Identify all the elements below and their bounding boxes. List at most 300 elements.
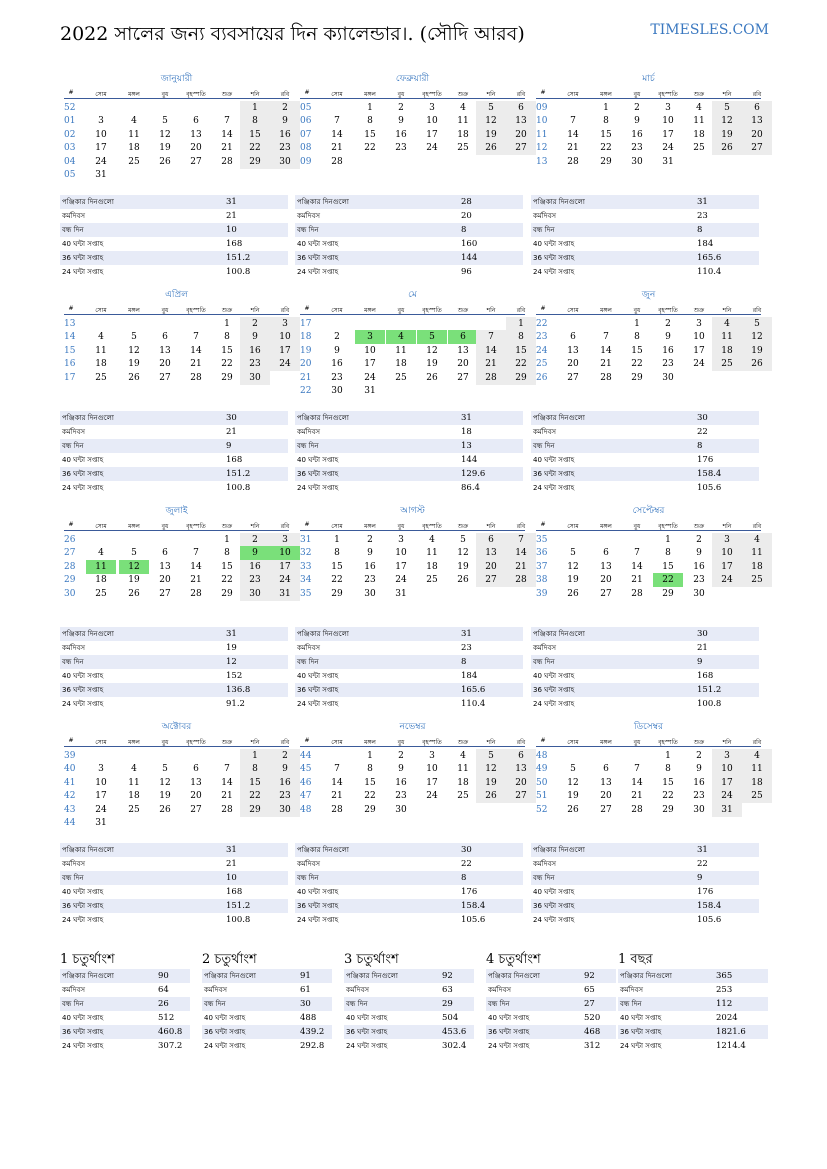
- weekday-label: মঙ্গল: [364, 739, 376, 746]
- day-cell: 8: [367, 116, 373, 127]
- day-cell: 5: [476, 749, 506, 763]
- stat-label: পঞ্জিকার দিনগুলো: [533, 414, 585, 422]
- weekday-label: মঙ্গল: [128, 523, 140, 530]
- week-number: 51: [536, 791, 548, 802]
- day-cell: 23: [270, 789, 300, 803]
- day-cell: 14: [567, 129, 579, 140]
- day-cell: [591, 317, 621, 331]
- stat-row: [202, 1025, 332, 1039]
- day-cell: 5: [417, 330, 447, 344]
- day-cell: 28: [221, 804, 233, 815]
- day-cell: 13: [567, 345, 579, 356]
- stat-value: 453.6: [442, 1027, 467, 1037]
- day-cell: 27: [457, 372, 469, 383]
- stat-value: 168: [226, 455, 243, 465]
- weekday-label: শনি: [250, 307, 260, 314]
- day-cell: 19: [476, 776, 506, 790]
- stat-label: পঞ্জিকার দিনগুলো: [297, 198, 349, 206]
- weekday-label: বৃহস্পতি: [658, 307, 678, 314]
- stat-value: 90: [158, 971, 169, 981]
- day-cell: 19: [712, 128, 742, 142]
- stat-label: 24 ঘন্টা সপ্তাহ: [533, 916, 575, 924]
- stat-value: 29: [442, 999, 453, 1009]
- stat-label: 36 ঘন্টা সপ্তাহ: [620, 1028, 662, 1036]
- day-cell: [270, 816, 300, 830]
- week-number: 19: [300, 345, 312, 356]
- day-cell: 3: [712, 533, 742, 547]
- weekday-label: #: [540, 89, 546, 96]
- month-calendar: [536, 288, 761, 411]
- week-number: 08: [300, 143, 312, 154]
- weekday-label: #: [540, 305, 546, 312]
- week-number: 44: [300, 751, 312, 761]
- stat-row: [486, 983, 616, 997]
- stat-row: [344, 983, 474, 997]
- day-cell: 24: [426, 791, 438, 802]
- stat-value: 30: [226, 413, 237, 423]
- day-cell: [742, 371, 772, 385]
- day-cell: 24: [426, 143, 438, 154]
- weekday-label: রবি: [752, 523, 762, 530]
- day-cell: [417, 803, 447, 817]
- week-number: 16: [64, 359, 76, 370]
- day-cell: 8: [224, 332, 230, 343]
- stat-label: কর্মদিবস: [488, 986, 511, 994]
- day-cell: [558, 533, 588, 547]
- weekday-label: #: [304, 305, 310, 312]
- stat-row: [531, 265, 759, 279]
- day-cell: 19: [457, 561, 469, 572]
- stat-label: বন্ধ দিন: [297, 658, 319, 666]
- day-cell: 17: [426, 129, 438, 140]
- quarter-title: 3 চতুর্থাংশ: [344, 952, 399, 967]
- month-calendar: [64, 288, 289, 411]
- stat-value: 92: [442, 971, 453, 981]
- day-cell: 29: [364, 804, 376, 815]
- stat-row: [295, 209, 523, 223]
- weekday-label: বুধ: [633, 307, 641, 314]
- day-cell: 19: [128, 575, 140, 586]
- stat-value: 12: [226, 657, 237, 667]
- stat-value: 151.2: [226, 253, 251, 263]
- day-cell: 24: [270, 573, 300, 587]
- stat-value: 488: [300, 1013, 317, 1023]
- day-cell: [150, 168, 180, 182]
- stat-row: [486, 1011, 616, 1025]
- week-number: 40: [64, 764, 76, 775]
- day-cell: 31: [95, 170, 107, 180]
- stat-row: [531, 237, 759, 251]
- weekday-label: সোম: [331, 307, 343, 314]
- day-cell: 3: [398, 535, 404, 545]
- stat-value: 365: [716, 971, 733, 981]
- day-cell: 23: [331, 372, 343, 383]
- day-cell: 8: [367, 764, 373, 775]
- day-cell: 28: [631, 588, 643, 599]
- stat-row: [531, 913, 759, 927]
- stat-row: [60, 195, 288, 209]
- week-number: 02: [64, 129, 76, 140]
- weekday-label: রবি: [516, 523, 526, 530]
- day-cell: 3: [696, 319, 702, 329]
- day-cell: 14: [506, 546, 536, 560]
- stat-value: 31: [461, 629, 472, 639]
- day-cell: 15: [662, 561, 674, 572]
- stat-label: পঞ্জিকার দিনগুলো: [533, 198, 585, 206]
- day-cell: 14: [221, 777, 233, 788]
- stat-value: 168: [226, 887, 243, 897]
- stat-row: [295, 669, 523, 683]
- stat-value: 302.4: [442, 1041, 467, 1051]
- stat-label: 36 ঘন্টা সপ্তাহ: [297, 902, 339, 910]
- day-cell: 1: [334, 535, 340, 545]
- stat-label: 36 ঘন্টা সপ্তাহ: [488, 1028, 530, 1036]
- month-calendar: [300, 72, 525, 195]
- week-number: 17: [300, 319, 312, 329]
- stat-label: 24 ঘন্টা সপ্তাহ: [346, 1042, 388, 1050]
- stat-label: 36 ঘন্টা সপ্তাহ: [297, 254, 339, 262]
- day-cell: 11: [128, 777, 140, 788]
- stat-label: 24 ঘন্টা সপ্তাহ: [62, 268, 104, 276]
- day-cell: [181, 317, 211, 331]
- weekday-label: মঙ্গল: [364, 307, 376, 314]
- day-cell: 18: [457, 777, 469, 788]
- day-cell: 14: [631, 561, 643, 572]
- day-cell: 18: [712, 344, 742, 358]
- day-cell: 29: [662, 804, 674, 815]
- stat-label: পঞ্জিকার দিনগুলো: [533, 846, 585, 854]
- stat-row: [486, 1039, 616, 1053]
- day-cell: 19: [159, 791, 171, 802]
- stat-label: 24 ঘন্টা সপ্তাহ: [297, 484, 339, 492]
- weekday-label: বৃহস্পতি: [422, 523, 442, 530]
- stat-value: 312: [584, 1041, 601, 1051]
- stat-label: 36 ঘন্টা সপ্তাহ: [297, 686, 339, 694]
- week-number: 34: [300, 575, 312, 586]
- day-cell: 21: [476, 357, 506, 371]
- day-cell: 28: [600, 372, 612, 383]
- stat-value: 21: [226, 859, 237, 869]
- stat-value: 100.8: [697, 699, 722, 709]
- stat-label: বন্ধ দিন: [297, 442, 319, 450]
- day-cell: [355, 317, 385, 331]
- stat-label: 24 ঘন্টা সপ্তাহ: [533, 268, 575, 276]
- day-cell: 18: [457, 129, 469, 140]
- day-cell: 8: [240, 762, 270, 776]
- week-number: 15: [64, 345, 76, 356]
- day-cell: 21: [331, 791, 343, 802]
- stat-label: বন্ধ দিন: [62, 658, 84, 666]
- weekday-label: বৃহস্পতি: [422, 739, 442, 746]
- day-cell: 20: [476, 560, 506, 574]
- month-stats: [531, 411, 759, 495]
- day-cell: 1: [224, 535, 230, 545]
- week-number: 50: [536, 777, 548, 788]
- day-cell: [712, 155, 742, 169]
- day-cell: 1: [224, 319, 230, 329]
- day-cell: 15: [506, 344, 536, 358]
- stat-value: 31: [697, 845, 708, 855]
- stat-value: 92: [584, 971, 595, 981]
- week-number: 37: [536, 561, 548, 572]
- stat-label: 40 ঘন্টা সপ্তাহ: [62, 1014, 104, 1022]
- stat-value: 168: [697, 671, 714, 681]
- day-grid: [300, 531, 525, 627]
- day-cell: 2: [665, 319, 671, 329]
- day-cell: 31: [395, 588, 407, 599]
- stat-label: বন্ধ দিন: [62, 226, 84, 234]
- day-cell: 25: [95, 372, 107, 383]
- week-number: 24: [536, 345, 548, 356]
- month-stats: [531, 627, 759, 711]
- week-number: 05: [64, 170, 76, 180]
- stat-label: 40 ঘন্টা সপ্তাহ: [297, 672, 339, 680]
- day-cell: 16: [270, 128, 300, 142]
- day-cell: 18: [742, 776, 772, 790]
- day-cell: 6: [742, 101, 772, 115]
- day-cell: 23: [631, 143, 643, 154]
- quarter-stats: [60, 969, 190, 1053]
- weekday-label: সোম: [567, 91, 579, 98]
- day-cell: 17: [270, 344, 300, 358]
- week-number: 42: [64, 791, 76, 802]
- stat-value: 439.2: [300, 1027, 325, 1037]
- quarter-title: 1 চতুর্থাংশ: [60, 952, 115, 967]
- weekday-label: রবি: [280, 91, 290, 98]
- day-cell: [322, 317, 352, 331]
- stat-label: কর্মদিবস: [533, 644, 556, 652]
- day-cell: 31: [270, 587, 300, 601]
- week-number: 01: [64, 116, 76, 127]
- day-cell: 19: [159, 143, 171, 154]
- day-cell: 14: [476, 344, 506, 358]
- stat-value: 96: [461, 267, 472, 277]
- weekday-label: শনি: [250, 739, 260, 746]
- weekday-label: শনি: [486, 739, 496, 746]
- quarter-title: 1 বছর: [618, 952, 653, 967]
- day-cell: 10: [712, 762, 742, 776]
- day-cell: 15: [364, 129, 376, 140]
- stat-label: 36 ঘন্টা সপ্তাহ: [533, 686, 575, 694]
- stat-value: 158.4: [697, 469, 722, 479]
- day-cell: 6: [193, 116, 199, 127]
- stat-value: 184: [461, 671, 478, 681]
- month-calendar: [300, 720, 525, 843]
- day-cell: 14: [190, 345, 202, 356]
- stat-value: 184: [697, 239, 714, 249]
- day-cell: 2: [334, 332, 340, 343]
- day-cell: 15: [631, 345, 643, 356]
- day-cell: [181, 101, 211, 115]
- weekday-label: বৃহস্পতি: [186, 523, 206, 530]
- day-cell: 5: [162, 764, 168, 775]
- weekday-label: শনি: [486, 523, 496, 530]
- stat-row: [618, 1039, 768, 1053]
- day-cell: 6: [162, 548, 168, 559]
- day-cell: 12: [476, 114, 506, 128]
- stat-label: কর্মদিবস: [346, 986, 369, 994]
- day-cell: [476, 155, 506, 169]
- day-cell: 15: [221, 561, 233, 572]
- week-number: 12: [536, 143, 548, 154]
- day-cell: [506, 384, 536, 398]
- stat-label: কর্মদিবস: [297, 860, 320, 868]
- day-cell: 22: [600, 143, 612, 154]
- month-stats: [60, 411, 288, 495]
- stat-label: বন্ধ দিন: [62, 1000, 84, 1008]
- day-cell: 13: [476, 546, 506, 560]
- day-cell: 22: [240, 789, 270, 803]
- weekday-label: শনি: [250, 523, 260, 530]
- day-cell: 4: [131, 764, 137, 775]
- day-cell: 20: [159, 575, 171, 586]
- day-cell: 31: [662, 156, 674, 167]
- day-cell: 8: [603, 116, 609, 127]
- day-cell: 16: [240, 344, 270, 358]
- stat-value: 152: [226, 671, 243, 681]
- stat-value: 8: [697, 225, 703, 235]
- day-cell: [240, 168, 270, 182]
- day-cell: 7: [506, 533, 536, 547]
- weekday-label: শনি: [250, 91, 260, 98]
- day-cell: 30: [331, 386, 343, 396]
- day-cell: 21: [190, 359, 202, 370]
- day-cell: 26: [159, 156, 171, 167]
- day-cell: 13: [742, 114, 772, 128]
- day-cell: 15: [331, 561, 343, 572]
- stat-label: 24 ঘন্টা সপ্তাহ: [204, 1042, 246, 1050]
- stat-value: 105.6: [461, 915, 486, 925]
- week-number: 39: [536, 588, 548, 599]
- stat-row: [60, 265, 288, 279]
- day-cell: 25: [128, 156, 140, 167]
- day-cell: 3: [270, 533, 300, 547]
- day-cell: 9: [696, 764, 702, 775]
- week-number: 28: [64, 561, 76, 572]
- stat-value: 23: [697, 211, 708, 221]
- page-title: 2022 সালের জন্য ব্যবসায়ের দিন ক্যালেন্ডার।. (সৌদি আরব): [60, 23, 525, 45]
- week-number: 48: [300, 804, 312, 815]
- weekday-label: শুক্র: [693, 523, 705, 530]
- day-cell: 2: [696, 535, 702, 545]
- day-cell: 8: [506, 330, 536, 344]
- day-cell: 27: [159, 588, 171, 599]
- day-cell: 13: [506, 114, 536, 128]
- day-cell: 26: [567, 804, 579, 815]
- weekday-label: #: [304, 521, 310, 528]
- week-number: 35: [300, 588, 312, 599]
- day-cell: 21: [567, 143, 579, 154]
- day-cell: 24: [712, 573, 742, 587]
- day-cell: 7: [634, 548, 640, 559]
- weekday-label: সোম: [331, 523, 343, 530]
- day-cell: 30: [364, 588, 376, 599]
- day-cell: 30: [270, 155, 300, 169]
- stat-value: 8: [461, 873, 467, 883]
- day-cell: [150, 749, 180, 763]
- day-cell: 19: [426, 359, 438, 370]
- weekday-label: সোম: [567, 523, 579, 530]
- day-cell: 17: [662, 129, 674, 140]
- day-grid: [536, 99, 761, 195]
- stat-value: 512: [158, 1013, 175, 1023]
- day-cell: 19: [567, 575, 579, 586]
- stat-label: বন্ধ দিন: [533, 658, 555, 666]
- stat-label: 40 ঘন্টা সপ্তাহ: [533, 240, 575, 248]
- stat-value: 22: [697, 427, 708, 437]
- weekday-label: বৃহস্পতি: [658, 523, 678, 530]
- month-calendar: [300, 504, 525, 627]
- weekday-label: মঙ্গল: [128, 91, 140, 98]
- day-cell: 25: [742, 789, 772, 803]
- weekday-label: বুধ: [161, 523, 169, 530]
- day-cell: 6: [162, 332, 168, 343]
- stat-value: 176: [461, 887, 478, 897]
- week-number: 03: [64, 143, 76, 154]
- day-cell: 14: [221, 129, 233, 140]
- stat-label: পঞ্জিকার দিনগুলো: [62, 972, 114, 980]
- weekday-label: বৃহস্পতি: [658, 739, 678, 746]
- day-cell: 23: [240, 357, 270, 371]
- stat-row: [531, 425, 759, 439]
- day-cell: 4: [696, 103, 702, 113]
- day-cell: 21: [221, 791, 233, 802]
- weekday-label: সোম: [95, 739, 107, 746]
- day-cell: 4: [98, 548, 104, 559]
- week-number: 39: [64, 751, 76, 761]
- stat-row: [618, 1011, 768, 1025]
- day-cell: [150, 533, 180, 547]
- week-number: 31: [300, 535, 312, 545]
- day-cell: 26: [476, 141, 506, 155]
- day-cell: 25: [457, 791, 469, 802]
- weekday-label: বুধ: [633, 739, 641, 746]
- stat-value: 19: [226, 643, 237, 653]
- weekday-label: বুধ: [161, 91, 169, 98]
- day-cell: [417, 587, 447, 601]
- day-cell: 24: [364, 372, 376, 383]
- day-cell: 11: [457, 116, 469, 127]
- day-cell: [86, 317, 116, 331]
- day-cell: 9: [398, 764, 404, 775]
- stat-value: 151.2: [226, 901, 251, 911]
- day-cell: 26: [128, 588, 140, 599]
- day-grid: [536, 747, 761, 843]
- stat-row: [60, 641, 288, 655]
- weekday-label: শুক্র: [693, 91, 705, 98]
- day-cell: 27: [600, 588, 612, 599]
- site-link[interactable]: TIMESLES.COM: [650, 22, 769, 38]
- stat-value: 30: [697, 413, 708, 423]
- day-cell: [212, 101, 242, 115]
- quarter-stats: [202, 969, 332, 1053]
- stat-label: 36 ঘন্টা সপ্তাহ: [297, 470, 339, 478]
- stat-label: পঞ্জিকার দিনগুলো: [620, 972, 672, 980]
- day-cell: 22: [331, 575, 343, 586]
- stat-row: [531, 669, 759, 683]
- week-number: 13: [64, 319, 76, 329]
- weekday-label: সোম: [95, 91, 107, 98]
- stat-value: 30: [461, 845, 472, 855]
- stat-row: [60, 983, 190, 997]
- day-cell: 4: [460, 751, 466, 761]
- day-cell: 26: [742, 357, 772, 371]
- day-cell: 2: [240, 317, 270, 331]
- stat-label: পঞ্জিকার দিনগুলো: [204, 972, 256, 980]
- stat-label: 40 ঘন্টা সপ্তাহ: [533, 456, 575, 464]
- weekday-label: রবি: [752, 739, 762, 746]
- day-cell: [448, 384, 478, 398]
